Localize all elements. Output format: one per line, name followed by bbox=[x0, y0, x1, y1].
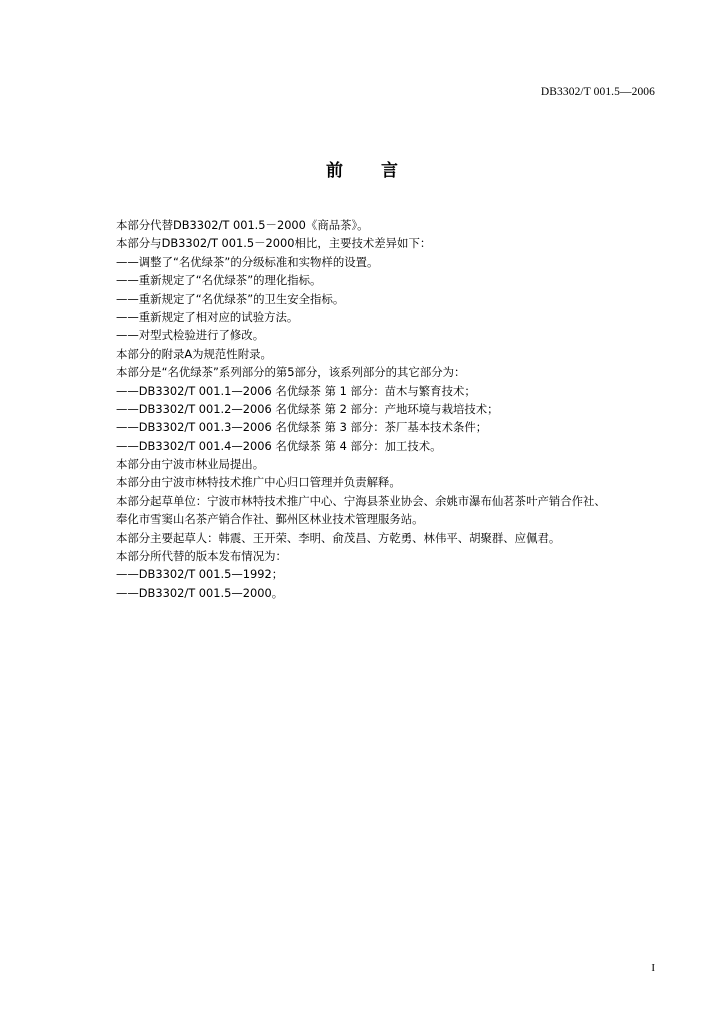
list-item: ——重新规定了“名优绿茶”的卫生安全指标。 bbox=[116, 291, 345, 306]
paragraph-line: 本部分由宁波市林特技术推广中心归口管理并负责解释。 bbox=[116, 475, 401, 490]
paragraph-line: 本部分起草单位：宁波市林特技术推广中心、宁海县茶业协会、余姚市瀑布仙茗茶叶产销合作社、 bbox=[116, 493, 606, 508]
list-item: ——DB3302/T 001.5—1992； bbox=[116, 567, 284, 582]
paragraph-line: 本部分是“名优绿茶”系列部分的第5部分，该系列部分的其它部分为： bbox=[116, 365, 466, 380]
paragraph-line: 本部分与DB3302/T 001.5－2000相比，主要技术差异如下： bbox=[116, 236, 432, 251]
list-item: ——DB3302/T 001.1—2006 名优绿茶 第 1 部分：苗木与繁育技术； bbox=[116, 383, 476, 398]
paragraph-line: 本部分代替DB3302/T 001.5－2000《商品茶》。 bbox=[116, 218, 369, 232]
paragraph-line: 本部分主要起草人：韩震、王开荣、李明、俞茂昌、方乾勇、林伟平、胡聚群、应佩君。 bbox=[116, 530, 561, 545]
list-item: ——重新规定了相对应的试验方法。 bbox=[116, 309, 299, 324]
paragraph-line: 本部分所代替的版本发布情况为： bbox=[116, 549, 287, 564]
page-number: I bbox=[651, 962, 655, 974]
paragraph-line: 本部分由宁波市林业局提出。 bbox=[116, 457, 265, 472]
page-title: 前言 bbox=[326, 161, 436, 181]
list-item: ——重新规定了“名优绿茶”的理化指标。 bbox=[116, 273, 322, 288]
list-item: ——DB3302/T 001.2—2006 名优绿茶 第 2 部分：产地环境与栽培技术； bbox=[116, 401, 499, 416]
list-item: ——对型式检验进行了修改。 bbox=[116, 328, 265, 343]
list-item: ——DB3302/T 001.3—2006 名优绿茶 第 3 部分：茶厂基本技术条件； bbox=[116, 420, 488, 435]
document-code: DB3302/T 001.5—2006 bbox=[540, 86, 655, 98]
list-item: ——调整了“名优绿茶”的分级标准和实物样的设置。 bbox=[116, 254, 379, 269]
list-item: ——DB3302/T 001.4—2006 名优绿茶 第 4 部分：加工技术。 bbox=[116, 438, 442, 453]
paragraph-line: 奉化市雪窦山名茶产销合作社、鄞州区林业技术管理服务站。 bbox=[116, 512, 424, 527]
list-item: ——DB3302/T 001.5—2000。 bbox=[116, 585, 284, 600]
paragraph-line: 本部分的附录A为规范性附录。 bbox=[116, 346, 272, 361]
foreword-body bbox=[116, 216, 676, 602]
